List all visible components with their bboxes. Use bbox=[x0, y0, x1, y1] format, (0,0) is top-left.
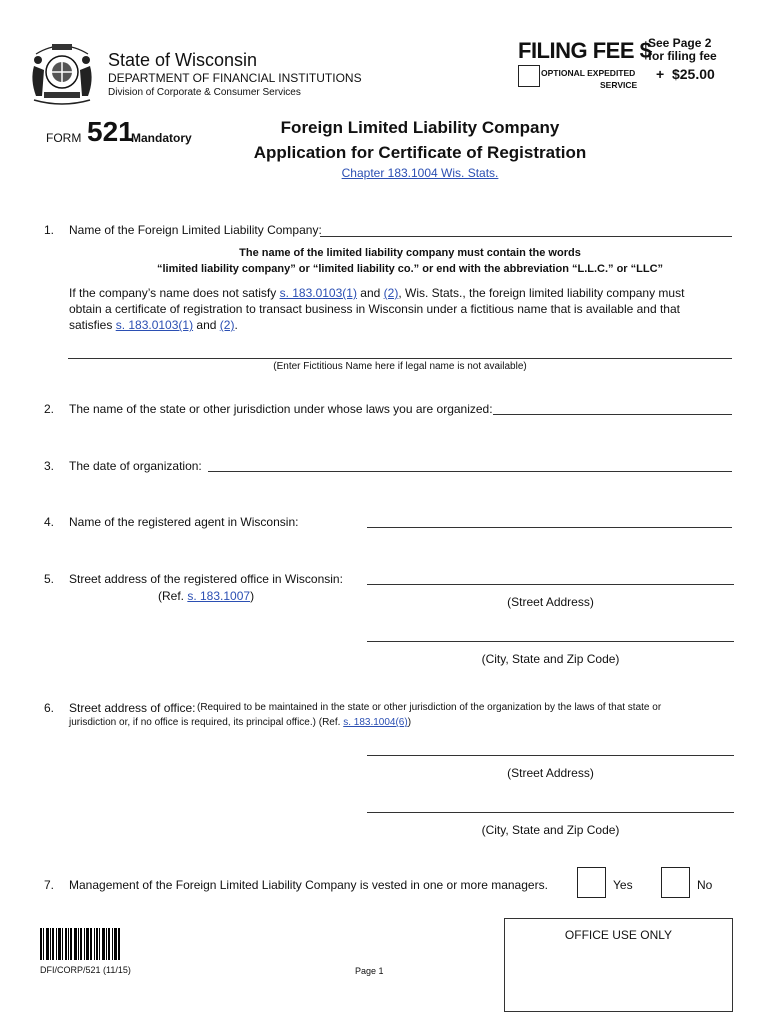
q7-label: Management of the Foreign Limited Liability Company is vested in one or more managers. bbox=[69, 878, 548, 892]
city-state-zip-caption: (City, State and Zip Code) bbox=[481, 823, 620, 837]
q6-label: Street address of office: bbox=[69, 701, 196, 715]
paragraph-text: , Wis. Stats., the foreign limited liability company must bbox=[398, 286, 685, 300]
street-address-caption: (Street Address) bbox=[507, 595, 594, 609]
q5-number: 5. bbox=[44, 572, 55, 586]
paragraph-text: If the company’s name does not satisfy bbox=[69, 286, 280, 300]
q5-reference bbox=[158, 589, 254, 603]
q6-note-line1: (Required to be maintained in the state or other jurisdiction of the organization by the laws of that state or bbox=[197, 702, 662, 713]
paragraph-text: satisfies bbox=[69, 318, 116, 332]
ref-183-0103-1-link[interactable]: s. 183.0103(1) bbox=[115, 318, 194, 332]
service-label: SERVICE bbox=[600, 80, 638, 90]
expedited-fee-amount: + $25.00 bbox=[656, 66, 715, 82]
fictitious-name-paragraph-line2: obtain a certificate of registration to transact business in Wisconsin under a fictitious name that is available and that bbox=[69, 302, 680, 316]
llc-name-field[interactable] bbox=[320, 236, 732, 237]
q5-label: Street address of the registered office in Wisconsin: bbox=[69, 572, 343, 586]
q1-label: Name of the Foreign Limited Liability Company: bbox=[69, 223, 322, 237]
q6-note-line2 bbox=[69, 717, 411, 728]
wisconsin-seal-icon bbox=[22, 36, 102, 106]
managers-no-checkbox[interactable] bbox=[661, 867, 690, 898]
paragraph-text: and bbox=[193, 318, 220, 332]
mandatory-label: Mandatory bbox=[131, 131, 192, 145]
managers-yes-checkbox[interactable] bbox=[577, 867, 606, 898]
q3-label: The date of organization: bbox=[69, 459, 202, 473]
q6-number: 6. bbox=[44, 701, 55, 715]
form-code: DFI/CORP/521 (11/15) bbox=[40, 965, 131, 975]
for-filing-fee-note: for filing fee bbox=[648, 49, 717, 63]
organization-date-field[interactable] bbox=[208, 471, 732, 472]
registered-office-street-field[interactable] bbox=[367, 584, 734, 585]
q4-label: Name of the registered agent in Wisconsin: bbox=[69, 515, 299, 529]
street-address-caption: (Street Address) bbox=[507, 766, 594, 780]
ref-text: (Ref. bbox=[158, 589, 188, 603]
expedited-service-checkbox[interactable] bbox=[518, 65, 540, 87]
department-name: DEPARTMENT OF FINANCIAL INSTITUTIONS bbox=[108, 71, 362, 85]
ref-text: ) bbox=[250, 589, 255, 603]
form-title-line1: Foreign Limited Liability Company bbox=[280, 118, 560, 137]
chapter-link[interactable]: Chapter 183.1004 Wis. Stats. bbox=[341, 166, 499, 180]
q1-number: 1. bbox=[44, 223, 55, 237]
yes-label: Yes bbox=[613, 878, 633, 892]
registered-agent-field[interactable] bbox=[367, 527, 732, 528]
form-title-line2: Application for Certificate of Registration bbox=[253, 143, 587, 162]
ref-2-link[interactable]: (2) bbox=[383, 286, 399, 300]
paragraph-text: . bbox=[234, 318, 238, 332]
form-barcode bbox=[40, 928, 140, 960]
q2-label: The name of the state or other jurisdiction under whose laws you are organized: bbox=[69, 402, 493, 416]
note-text: jurisdiction or, if no office is required, its principal office.) (Ref. bbox=[69, 717, 344, 728]
optional-expedited-label: OPTIONAL EXPEDITED bbox=[541, 68, 636, 78]
state-name: State of Wisconsin bbox=[108, 50, 258, 70]
office-use-label: OFFICE USE ONLY bbox=[564, 928, 673, 942]
registered-office-city-field[interactable] bbox=[367, 641, 734, 642]
page-number: Page 1 bbox=[355, 966, 384, 976]
see-page-note: See Page 2 bbox=[648, 36, 712, 50]
paragraph-text: and bbox=[356, 286, 384, 300]
office-use-box bbox=[504, 918, 733, 1012]
q3-number: 3. bbox=[44, 459, 55, 473]
no-label: No bbox=[697, 878, 713, 892]
office-city-field[interactable] bbox=[367, 812, 734, 813]
ref-183-1004-6-link[interactable]: s. 183.1004(6) bbox=[343, 717, 408, 728]
ref-183-1007-link[interactable]: s. 183.1007 bbox=[187, 589, 251, 603]
fictitious-name-caption: (Enter Fictitious Name here if legal name is not available) bbox=[273, 361, 527, 372]
fictitious-name-field[interactable] bbox=[68, 358, 732, 359]
jurisdiction-field[interactable] bbox=[493, 414, 732, 415]
note-text: ) bbox=[407, 717, 412, 728]
fictitious-name-paragraph-line1 bbox=[69, 286, 684, 300]
division-name: Division of Corporate & Consumer Services bbox=[108, 87, 301, 98]
form-number: 521 bbox=[87, 116, 134, 147]
q7-number: 7. bbox=[44, 878, 55, 892]
city-state-zip-caption: (City, State and Zip Code) bbox=[481, 652, 620, 666]
q4-number: 4. bbox=[44, 515, 55, 529]
ref-2-link[interactable]: (2) bbox=[219, 318, 235, 332]
form-label: FORM bbox=[46, 131, 82, 145]
ref-183-0103-1-link[interactable]: s. 183.0103(1) bbox=[279, 286, 357, 300]
fictitious-name-paragraph-line3 bbox=[69, 318, 238, 332]
q2-number: 2. bbox=[44, 402, 55, 416]
name-requirement-line2: “limited liability company” or “limited liability co.” or end with the abbreviation “L.L.C.” or “LLC” bbox=[156, 263, 664, 275]
filing-fee-label: FILING FEE $ bbox=[518, 38, 652, 63]
office-street-field[interactable] bbox=[367, 755, 734, 756]
name-requirement-line1: The name of the limited liability company must contain the words bbox=[239, 247, 581, 259]
